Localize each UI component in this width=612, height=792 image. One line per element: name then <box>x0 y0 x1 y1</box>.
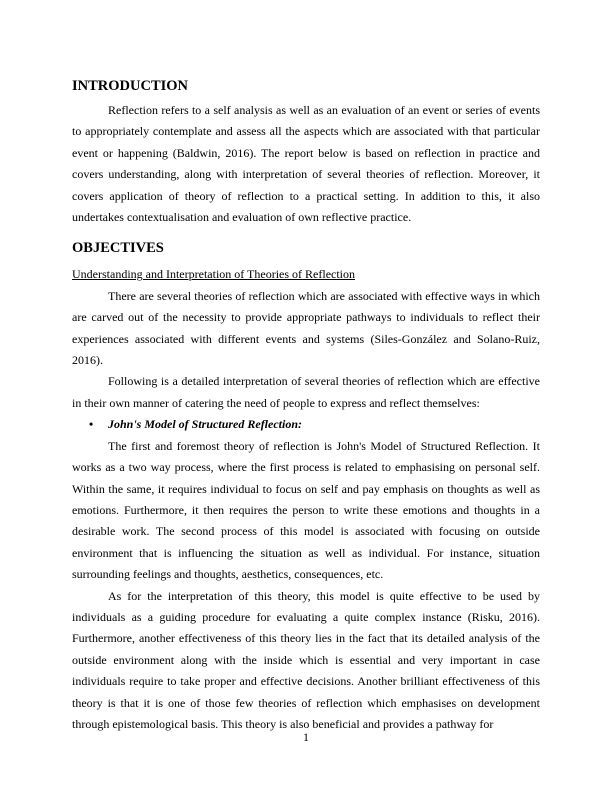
heading-objectives: OBJECTIVES <box>72 240 164 257</box>
bullet-johns-model <box>72 414 540 435</box>
paragraph-interpretation-intro: Following is a detailed interpretation of several theories of reflection which are effective in their own manner of catering the need of people to express and reflect themselves: <box>72 374 540 410</box>
paragraph-johns-model: The first and foremost theory of reflection is John's Model of Structured Reflection. It works as a two way process, where the first process is related to emphasising on personal self. Within the same, it requires individual to focus on self and pay emphasis on thoughts as well as emotions. Furthermore, it then requires the person to write these emotions and thoughts in a desirable work. The second process of this model is associated with focusing on outside environment that is influencing the situation as well as individual. For instance, situation surrounding feelings and thoughts, aesthetics, consequences, etc. <box>72 438 540 582</box>
intro-paragraph: Reflection refers to a self analysis as well as an evaluation of an event or series of events to appropriately contemplate and assess all the aspects which are associated with that particular event or happening (Baldwin, 2016). The report below is based on reflection in practice and covers understanding, along with interpretation of several theories of reflection. Moreover, it covers application of theory of reflection to a practical setting. In addition to this, it also undertakes contextualisation and evaluation of own reflective practice. <box>72 103 540 225</box>
heading-introduction: INTRODUCTION <box>72 78 189 94</box>
subheading-theories: Understanding and Interpretation of Theories of Reflection <box>72 267 356 282</box>
bullet-label: John's Model of Structured Reflection: <box>108 417 303 432</box>
bullet-icon: • <box>89 417 94 432</box>
page-number: 1 <box>303 730 309 744</box>
paragraph-interpretation: As for the interpretation of this theory, this model is quite effective to be used by individuals as a guiding procedure for evaluating a quite complex instance (Risku, 2016). Furthermore, another effectiveness of this theory lies in the fact that its detailed analysis of the outside environment along with the inside which is essential and very important in case individuals require to take proper and effective decisions. Another brilliant effectiveness of this theory is that it is one of those few theories of reflection which emphasises on development through epistemological basis. This theory is also beneficial and provides a pathway for <box>72 588 540 731</box>
page-content <box>72 76 540 735</box>
paragraph-theories-overview: There are several theories of reflection which are associated with effective ways in which are carved out of the necessity to provide appropriate pathways to individuals to reflect their experiences associated with different events and systems (Siles-González and Solano-Ruiz, 2016). <box>72 288 540 368</box>
